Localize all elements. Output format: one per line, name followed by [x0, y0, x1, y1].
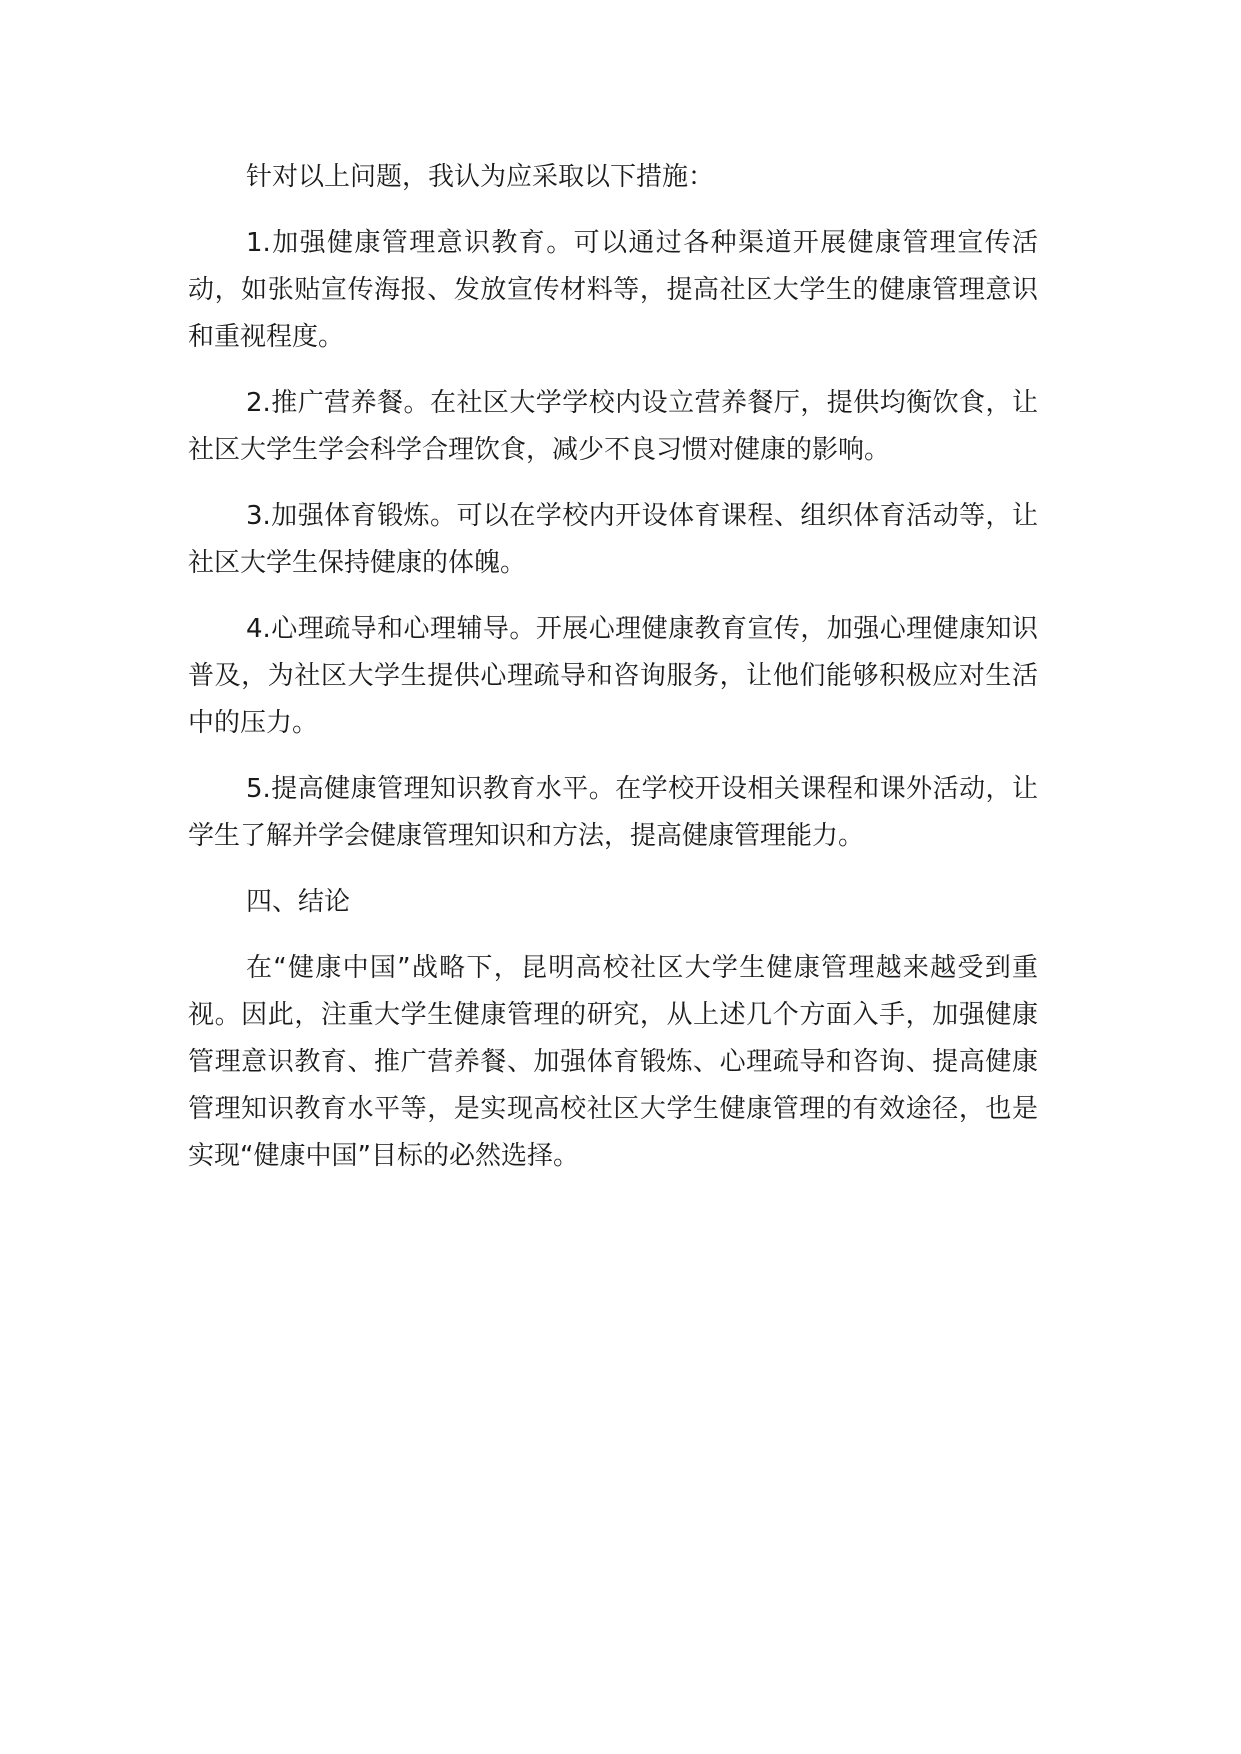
- measure-3-paragraph: 3.加强体育锻炼。可以在学校内开设体育课程、组织体育活动等，让社区大学生保持健康的体魄。: [188, 501, 1038, 578]
- measure-2-paragraph: 2.推广营养餐。在社区大学学校内设立营养餐厅，提供均衡饮食，让社区大学生学会科学合理饮食，减少不良习惯对健康的影响。: [188, 388, 1038, 465]
- conclusion-paragraph: 在“健康中国”战略下，昆明高校社区大学生健康管理越来越受到重视。因此，注重大学生健康管理的研究，从上述几个方面入手，加强健康管理意识教育、推广营养餐、加强体育锻炼、心理疏导和咨询、提高健康管理知识教育水平等，是实现高校社区大学生健康管理的有效途径，也是实现“健康中国”目标的必然选择。: [188, 953, 1038, 1171]
- measure-1-paragraph: 1.加强健康管理意识教育。可以通过各种渠道开展健康管理宣传活动，如张贴宣传海报、发放宣传材料等，提高社区大学生的健康管理意识和重视程度。: [188, 228, 1038, 352]
- measure-4-paragraph: 4.心理疏导和心理辅导。开展心理健康教育宣传，加强心理健康知识普及，为社区大学生提供心理疏导和咨询服务，让他们能够积极应对生活中的压力。: [188, 614, 1038, 738]
- intro-paragraph: 针对以上问题，我认为应采取以下措施：: [246, 162, 715, 192]
- section-heading-conclusion: 四、结论: [246, 887, 351, 917]
- document-body: [188, 154, 1038, 1199]
- measure-5-paragraph: 5.提高健康管理知识教育水平。在学校开设相关课程和课外活动，让学生了解并学会健康管理知识和方法，提高健康管理能力。: [188, 774, 1038, 851]
